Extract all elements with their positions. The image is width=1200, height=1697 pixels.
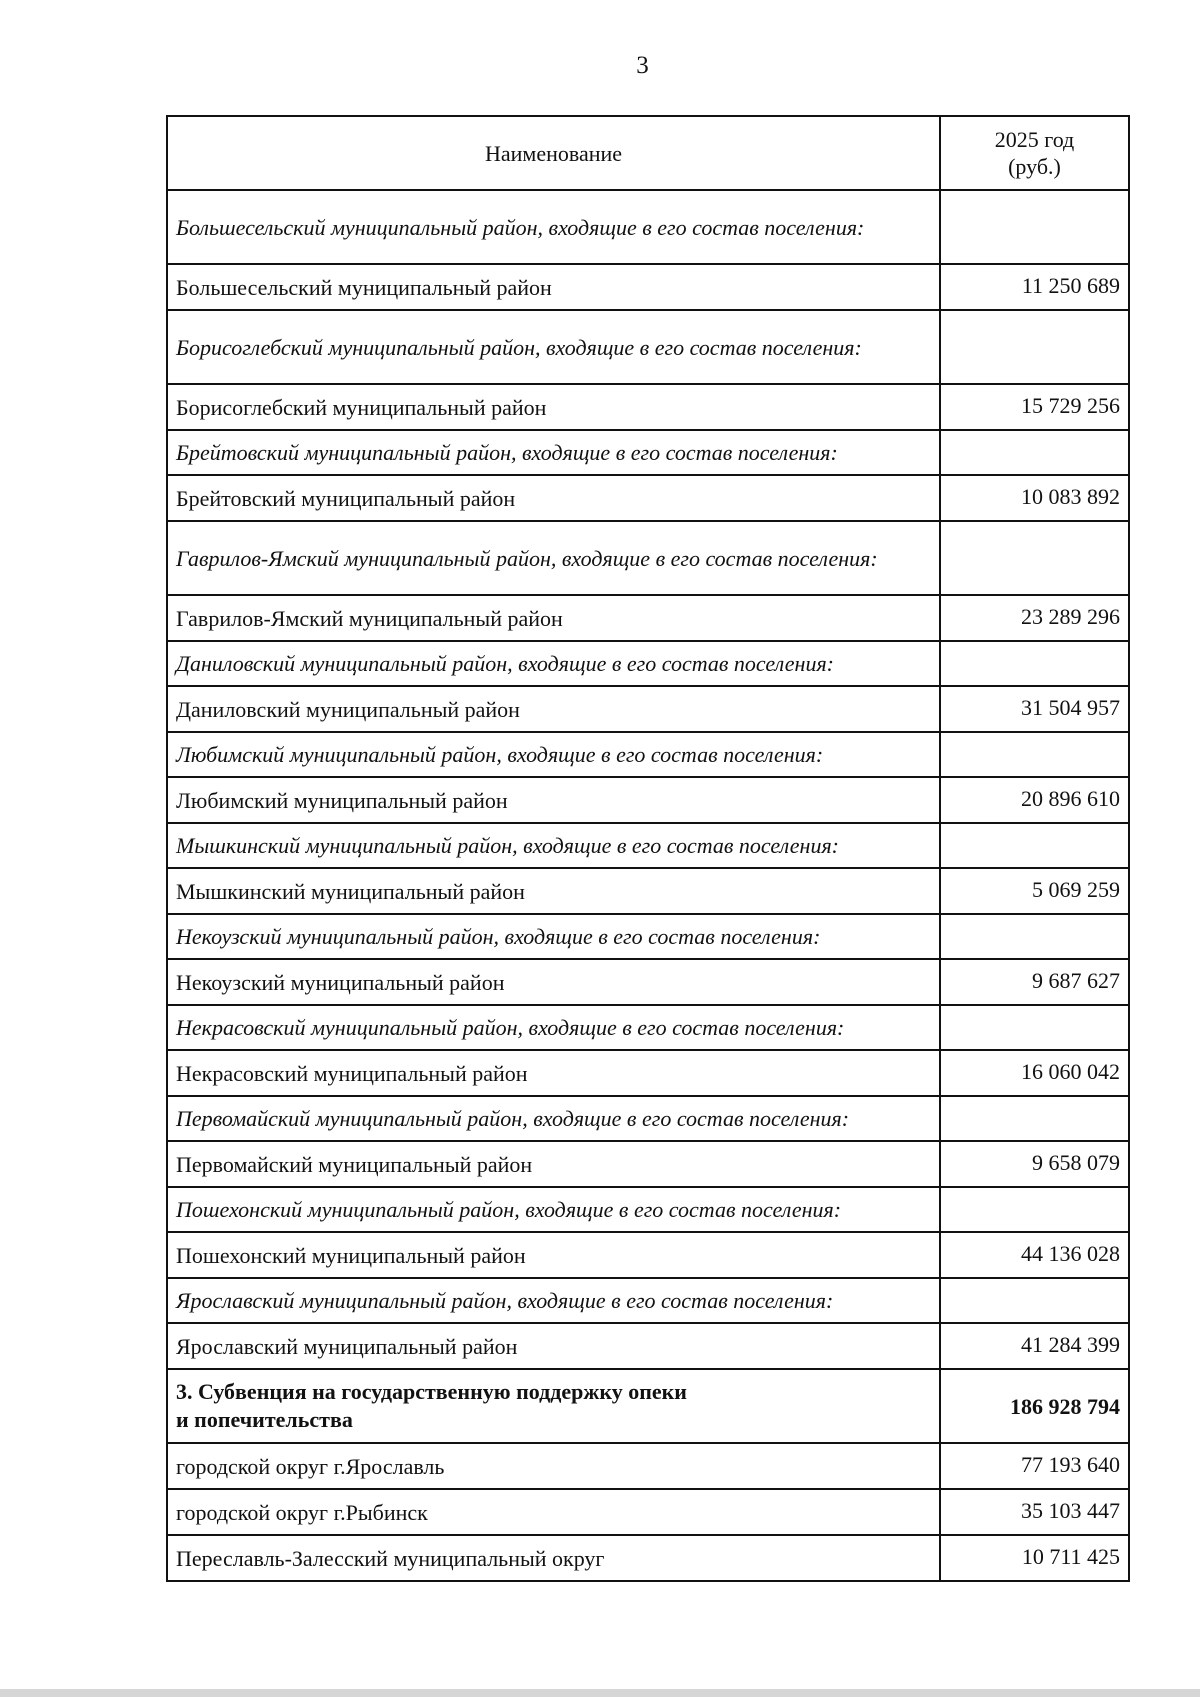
row-value xyxy=(940,1187,1129,1232)
row-name: городской округ г.Рыбинск xyxy=(167,1489,940,1535)
table-row-group-heading xyxy=(167,1278,1129,1323)
row-value: 15 729 256 xyxy=(940,384,1129,430)
table-row xyxy=(167,384,1129,430)
table-row xyxy=(167,1443,1129,1489)
table-row-group-heading xyxy=(167,430,1129,475)
row-value: 9 658 079 xyxy=(940,1141,1129,1187)
table-row xyxy=(167,1232,1129,1278)
table-row-group-heading xyxy=(167,190,1129,264)
row-name: Мышкинский муниципальный район xyxy=(167,868,940,914)
row-name: Даниловский муниципальный район, входящие в его состав поселения: xyxy=(167,641,940,686)
row-name: Борисоглебский муниципальный район xyxy=(167,384,940,430)
table-header-row xyxy=(167,116,1129,190)
row-value xyxy=(940,1096,1129,1141)
row-name: Некрасовский муниципальный район xyxy=(167,1050,940,1096)
row-name: Некоузский муниципальный район xyxy=(167,959,940,1005)
row-name: городской округ г.Ярославль xyxy=(167,1443,940,1489)
page-number: 3 xyxy=(636,52,649,79)
row-name: Переславль-Залесский муниципальный округ xyxy=(167,1535,940,1581)
row-value: 9 687 627 xyxy=(940,959,1129,1005)
table-row xyxy=(167,1535,1129,1581)
row-value xyxy=(940,1278,1129,1323)
row-value: 11 250 689 xyxy=(940,264,1129,310)
table-row xyxy=(167,686,1129,732)
row-name: Гаврилов-Ямский муниципальный район, входящие в его состав поселения: xyxy=(167,521,940,595)
row-value: 77 193 640 xyxy=(940,1443,1129,1489)
table-row-group-heading xyxy=(167,521,1129,595)
table-row xyxy=(167,264,1129,310)
column-header-name: Наименование xyxy=(167,116,940,190)
table-row xyxy=(167,1489,1129,1535)
table-row xyxy=(167,1050,1129,1096)
table-row xyxy=(167,777,1129,823)
row-value: 31 504 957 xyxy=(940,686,1129,732)
row-value xyxy=(940,521,1129,595)
table-row xyxy=(167,1141,1129,1187)
row-name: Гаврилов-Ямский муниципальный район xyxy=(167,595,940,641)
row-name: Ярославский муниципальный район, входящие в его состав поселения: xyxy=(167,1278,940,1323)
table-body xyxy=(167,190,1129,1581)
row-value: 41 284 399 xyxy=(940,1323,1129,1369)
row-name: Большесельский муниципальный район, входящие в его состав поселения: xyxy=(167,190,940,264)
table-row xyxy=(167,1323,1129,1369)
row-value xyxy=(940,190,1129,264)
row-name: Любимский муниципальный район xyxy=(167,777,940,823)
row-name: Первомайский муниципальный район xyxy=(167,1141,940,1187)
table-row-group-heading xyxy=(167,1187,1129,1232)
table-row-group-heading xyxy=(167,914,1129,959)
row-value: 35 103 447 xyxy=(940,1489,1129,1535)
table-row-group-heading xyxy=(167,310,1129,384)
table-row-group-heading xyxy=(167,823,1129,868)
row-name: Некрасовский муниципальный район, входящие в его состав поселения: xyxy=(167,1005,940,1050)
table-row-group-heading xyxy=(167,1096,1129,1141)
row-value: 23 289 296 xyxy=(940,595,1129,641)
row-name: Большесельский муниципальный район xyxy=(167,264,940,310)
row-value: 16 060 042 xyxy=(940,1050,1129,1096)
table-row-group-heading xyxy=(167,732,1129,777)
column-header-year-line1: 2025 год xyxy=(994,127,1075,152)
row-name: Брейтовский муниципальный район, входящие в его состав поселения: xyxy=(167,430,940,475)
row-value: 186 928 794 xyxy=(940,1369,1129,1443)
column-header-year xyxy=(940,116,1129,190)
table-row xyxy=(167,868,1129,914)
row-value xyxy=(940,914,1129,959)
row-name: 3. Субвенция на государственную поддержку опеки и попечительства xyxy=(167,1369,940,1443)
row-value xyxy=(940,641,1129,686)
row-name: Пошехонский муниципальный район, входящие в его состав поселения: xyxy=(167,1187,940,1232)
subvention-table xyxy=(166,115,1130,1582)
row-value xyxy=(940,1005,1129,1050)
row-value xyxy=(940,430,1129,475)
row-value xyxy=(940,823,1129,868)
row-name: Некоузский муниципальный район, входящие в его состав поселения: xyxy=(167,914,940,959)
row-name: Любимский муниципальный район, входящие в его состав поселения: xyxy=(167,732,940,777)
table-row-group-heading xyxy=(167,641,1129,686)
row-value: 5 069 259 xyxy=(940,868,1129,914)
table-row-section-total xyxy=(167,1369,1129,1443)
table-row xyxy=(167,475,1129,521)
column-header-year-line2: (руб.) xyxy=(1008,154,1061,179)
table-row xyxy=(167,959,1129,1005)
row-name: Пошехонский муниципальный район xyxy=(167,1232,940,1278)
row-value: 10 083 892 xyxy=(940,475,1129,521)
row-name: Ярославский муниципальный район xyxy=(167,1323,940,1369)
row-name: Борисоглебский муниципальный район, входящие в его состав поселения: xyxy=(167,310,940,384)
table-row-group-heading xyxy=(167,1005,1129,1050)
row-name: Брейтовский муниципальный район xyxy=(167,475,940,521)
row-value: 44 136 028 xyxy=(940,1232,1129,1278)
row-value: 10 711 425 xyxy=(940,1535,1129,1581)
row-name: Даниловский муниципальный район xyxy=(167,686,940,732)
row-name: Первомайский муниципальный район, входящие в его состав поселения: xyxy=(167,1096,940,1141)
row-value xyxy=(940,310,1129,384)
row-value xyxy=(940,732,1129,777)
scan-edge-shade xyxy=(0,1689,1200,1697)
row-name: Мышкинский муниципальный район, входящие в его состав поселения: xyxy=(167,823,940,868)
row-value: 20 896 610 xyxy=(940,777,1129,823)
table-row xyxy=(167,595,1129,641)
